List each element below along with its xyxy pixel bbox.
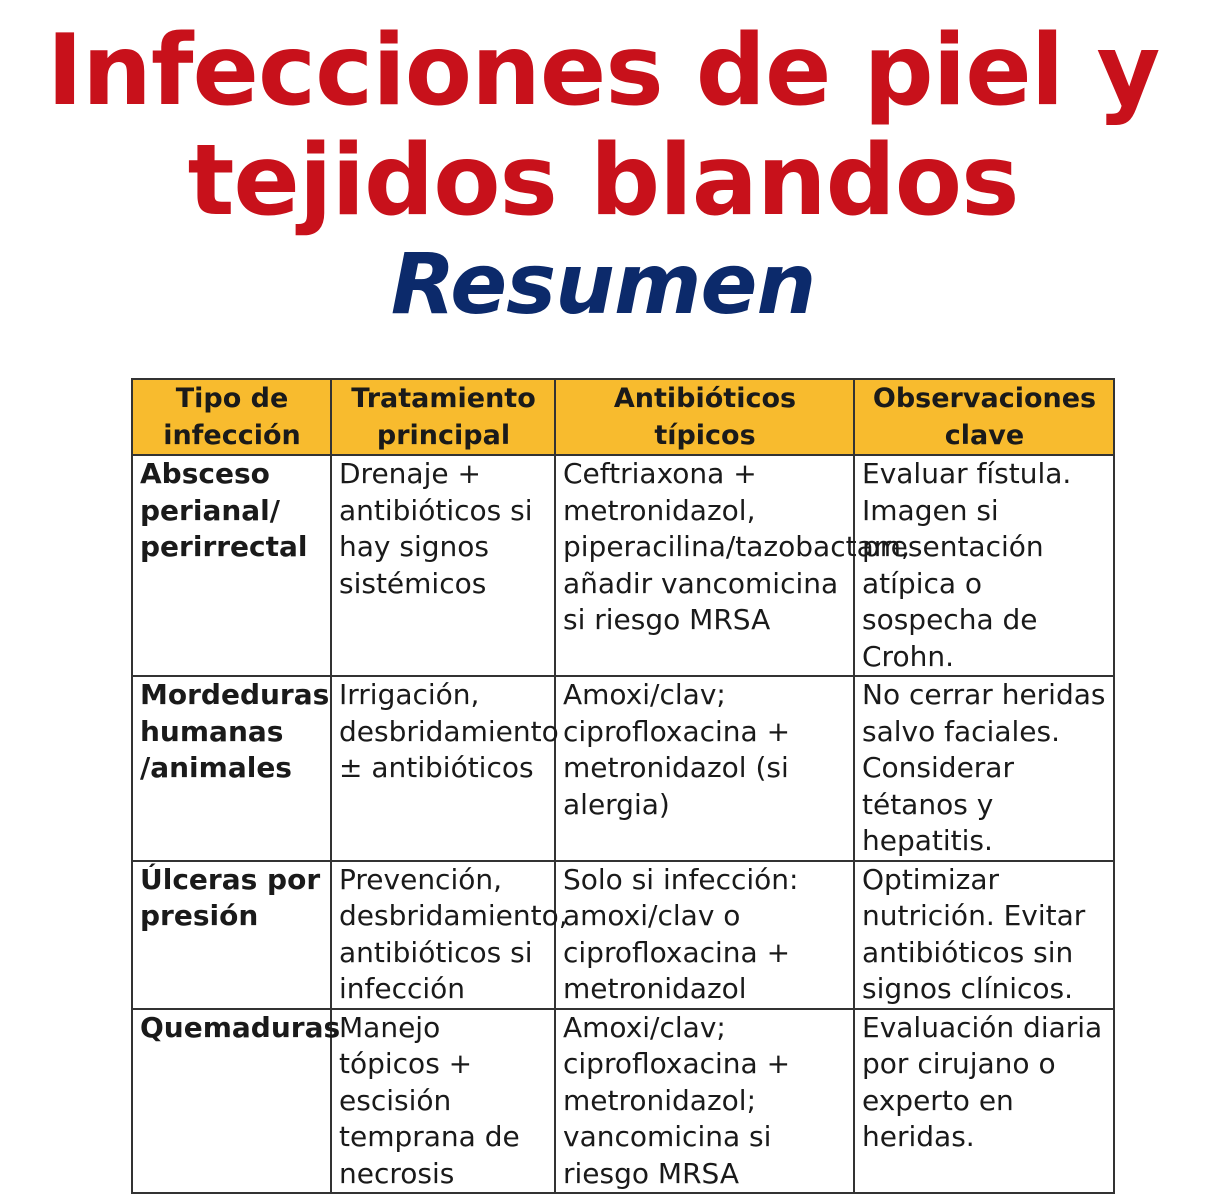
table-row <box>132 1009 1114 1194</box>
treatment-cell: Irrigación, desbridamiento ± antibióticos <box>331 676 555 861</box>
header-typical-antibiotics: Antibióticos típicos <box>555 379 854 455</box>
infection-type-cell: Absceso perianal/ perirrectal <box>132 455 331 676</box>
treatment-cell: Manejo tópicos + escisión temprana de necrosis <box>331 1009 555 1194</box>
table-header-row <box>132 379 1114 455</box>
summary-table <box>131 378 1115 1194</box>
infection-type-cell: Úlceras por presión <box>132 861 331 1009</box>
header-infection-type: Tipo de infección <box>132 379 331 455</box>
observations-cell: Evaluación diaria por cirujano o experto en heridas. <box>854 1009 1114 1194</box>
treatment-cell: Drenaje + antibióticos si hay signos sistémicos <box>331 455 555 676</box>
page-title-line-1: Infecciones de piel y <box>46 14 1160 128</box>
header-key-observations: Observaciones clave <box>854 379 1114 455</box>
page-subtitle: Resumen <box>390 235 816 333</box>
antibiotics-cell: Ceftriaxona + metronidazol, piperacilina/tazobactam, añadir vancomicina si riesgo MRSA <box>555 455 854 676</box>
infection-type-cell: Mordeduras humanas /animales <box>132 676 331 861</box>
table-row <box>132 676 1114 861</box>
header-main-treatment: Tratamiento principal <box>331 379 555 455</box>
table-row <box>132 861 1114 1009</box>
observations-cell: No cerrar heridas salvo faciales. Considerar tétanos y hepatitis. <box>854 676 1114 861</box>
page-title-line-2: tejidos blandos <box>187 124 1019 238</box>
treatment-cell: Prevención, desbridamiento, antibióticos si infección <box>331 861 555 1009</box>
antibiotics-cell: Amoxi/clav; ciprofloxacina + metronidazol (si alergia) <box>555 676 854 861</box>
antibiotics-cell: Solo si infección: amoxi/clav o ciprofloxacina + metronidazol <box>555 861 854 1009</box>
observations-cell: Optimizar nutrición. Evitar antibióticos sin signos clínicos. <box>854 861 1114 1009</box>
antibiotics-cell: Amoxi/clav; ciprofloxacina + metronidazol; vancomicina si riesgo MRSA <box>555 1009 854 1194</box>
infection-type-cell: Quemaduras <box>132 1009 331 1194</box>
observations-cell: Evaluar fístula. Imagen si presentación atípica o sospecha de Crohn. <box>854 455 1114 676</box>
table-row <box>132 455 1114 676</box>
